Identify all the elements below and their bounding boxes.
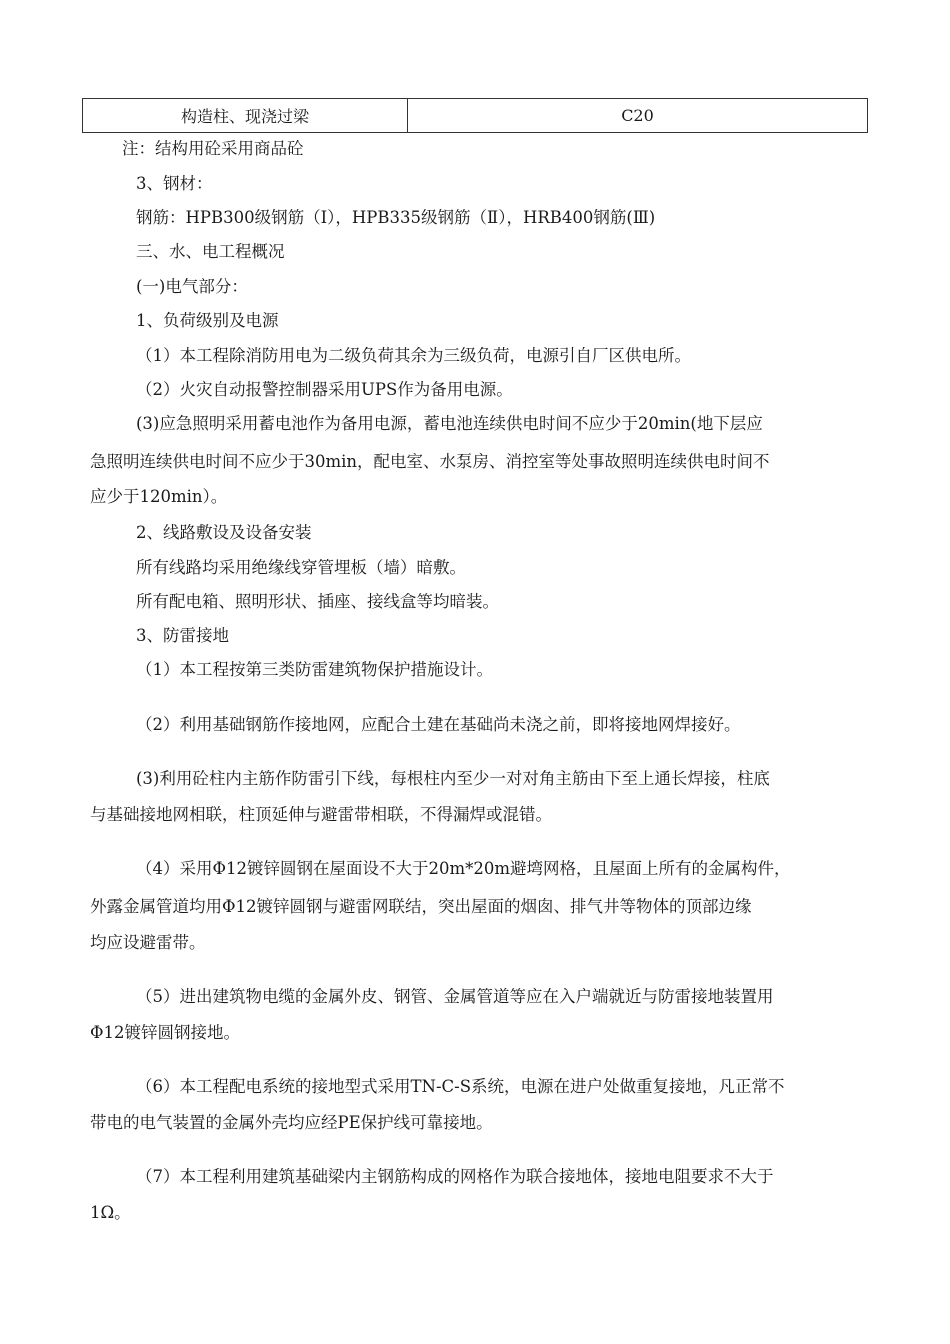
paragraph-line: （6）本工程配电系统的接地型式采用TN-C-S系统，电源在进户处做重复接地，凡正常不: [136, 1077, 785, 1096]
section-heading-lightning: 3、防雷接地: [136, 626, 229, 645]
paragraph-line: （1）本工程按第三类防雷建筑物保护措施设计。: [136, 660, 493, 679]
paragraph-line: 所有配电箱、照明形状、插座、接线盒等均暗装。: [136, 592, 499, 611]
paragraph-line: 带电的电气装置的金属外壳均应经PE保护线可靠接地。: [90, 1113, 493, 1132]
table-cell-component: 构造柱、现浇过梁: [83, 99, 408, 133]
paragraph-line: 所有线路均采用绝缘线穿管埋板（墙）暗敷。: [136, 558, 466, 577]
note-line: 注：结构用砼采用商品砼: [122, 139, 304, 158]
section-heading-load: 1、负荷级别及电源: [136, 311, 279, 330]
paragraph-line: 急照明连续供电时间不应少于30min，配电室、水泵房、消控室等处事故照明连续供电时间不: [90, 452, 770, 471]
paragraph-line: （4）采用Φ12镀锌圆钢在屋面设不大于20m*20m避塆网格，且屋面上所有的金属构件，: [136, 859, 791, 878]
paragraph-line: （2）火灾自动报警控制器采用UPS作为备用电源。: [136, 380, 513, 399]
paragraph-line: 应少于120min）。: [90, 487, 228, 506]
paragraph-line: 均应设避雷带。: [90, 933, 206, 952]
section-heading-wiring: 2、线路敷设及设备安装: [136, 523, 312, 542]
paragraph-line: （1）本工程除消防用电为二级负荷其余为三级负荷，电源引自厂区供电所。: [136, 346, 691, 365]
paragraph-line: 外露金属管道均用Φ12镀锌圆钢与避雷网联结，突出屋面的烟囱、排气井等物体的顶部边缘: [90, 897, 752, 916]
section-heading-steel: 3、钢材：: [136, 174, 213, 193]
paragraph-line: Φ12镀锌圆钢接地。: [90, 1023, 241, 1042]
paragraph-line: (3)利用砼柱内主筋作防雷引下线，每根柱内至少一对对角主筋由下至上通长焊接，柱底: [136, 769, 770, 788]
paragraph-line: 1Ω。: [90, 1203, 131, 1222]
paragraph-line: (3)应急照明采用蓄电池作为备用电源，蓄电池连续供电时间不应少于20min(地下层应: [136, 414, 763, 433]
concrete-grade-table: [82, 98, 868, 133]
section-heading-electrical: (一)电气部分：: [136, 277, 248, 296]
paragraph-line: 与基础接地网相联，柱顶延伸与避雷带相联，不得漏焊或混错。: [90, 805, 552, 824]
paragraph-line: 钢筋：HPB300级钢筋（Ⅰ），HPB335级钢筋（Ⅱ），HRB400钢筋(Ⅲ): [136, 208, 656, 227]
paragraph-line: （7）本工程利用建筑基础梁内主钢筋构成的网格作为联合接地体，接地电阻要求不大于: [136, 1167, 774, 1186]
paragraph-line: （2）利用基础钢筋作接地网，应配合土建在基础尚未浇之前，即将接地网焊接好。: [136, 715, 741, 734]
table-cell-grade: C20: [408, 99, 868, 133]
section-heading-water-electric: 三、水、电工程概况: [136, 242, 285, 261]
table-row: [83, 99, 868, 133]
paragraph-line: （5）进出建筑物电缆的金属外皮、钢管、金属管道等应在入户端就近与防雷接地装置用: [136, 987, 774, 1006]
